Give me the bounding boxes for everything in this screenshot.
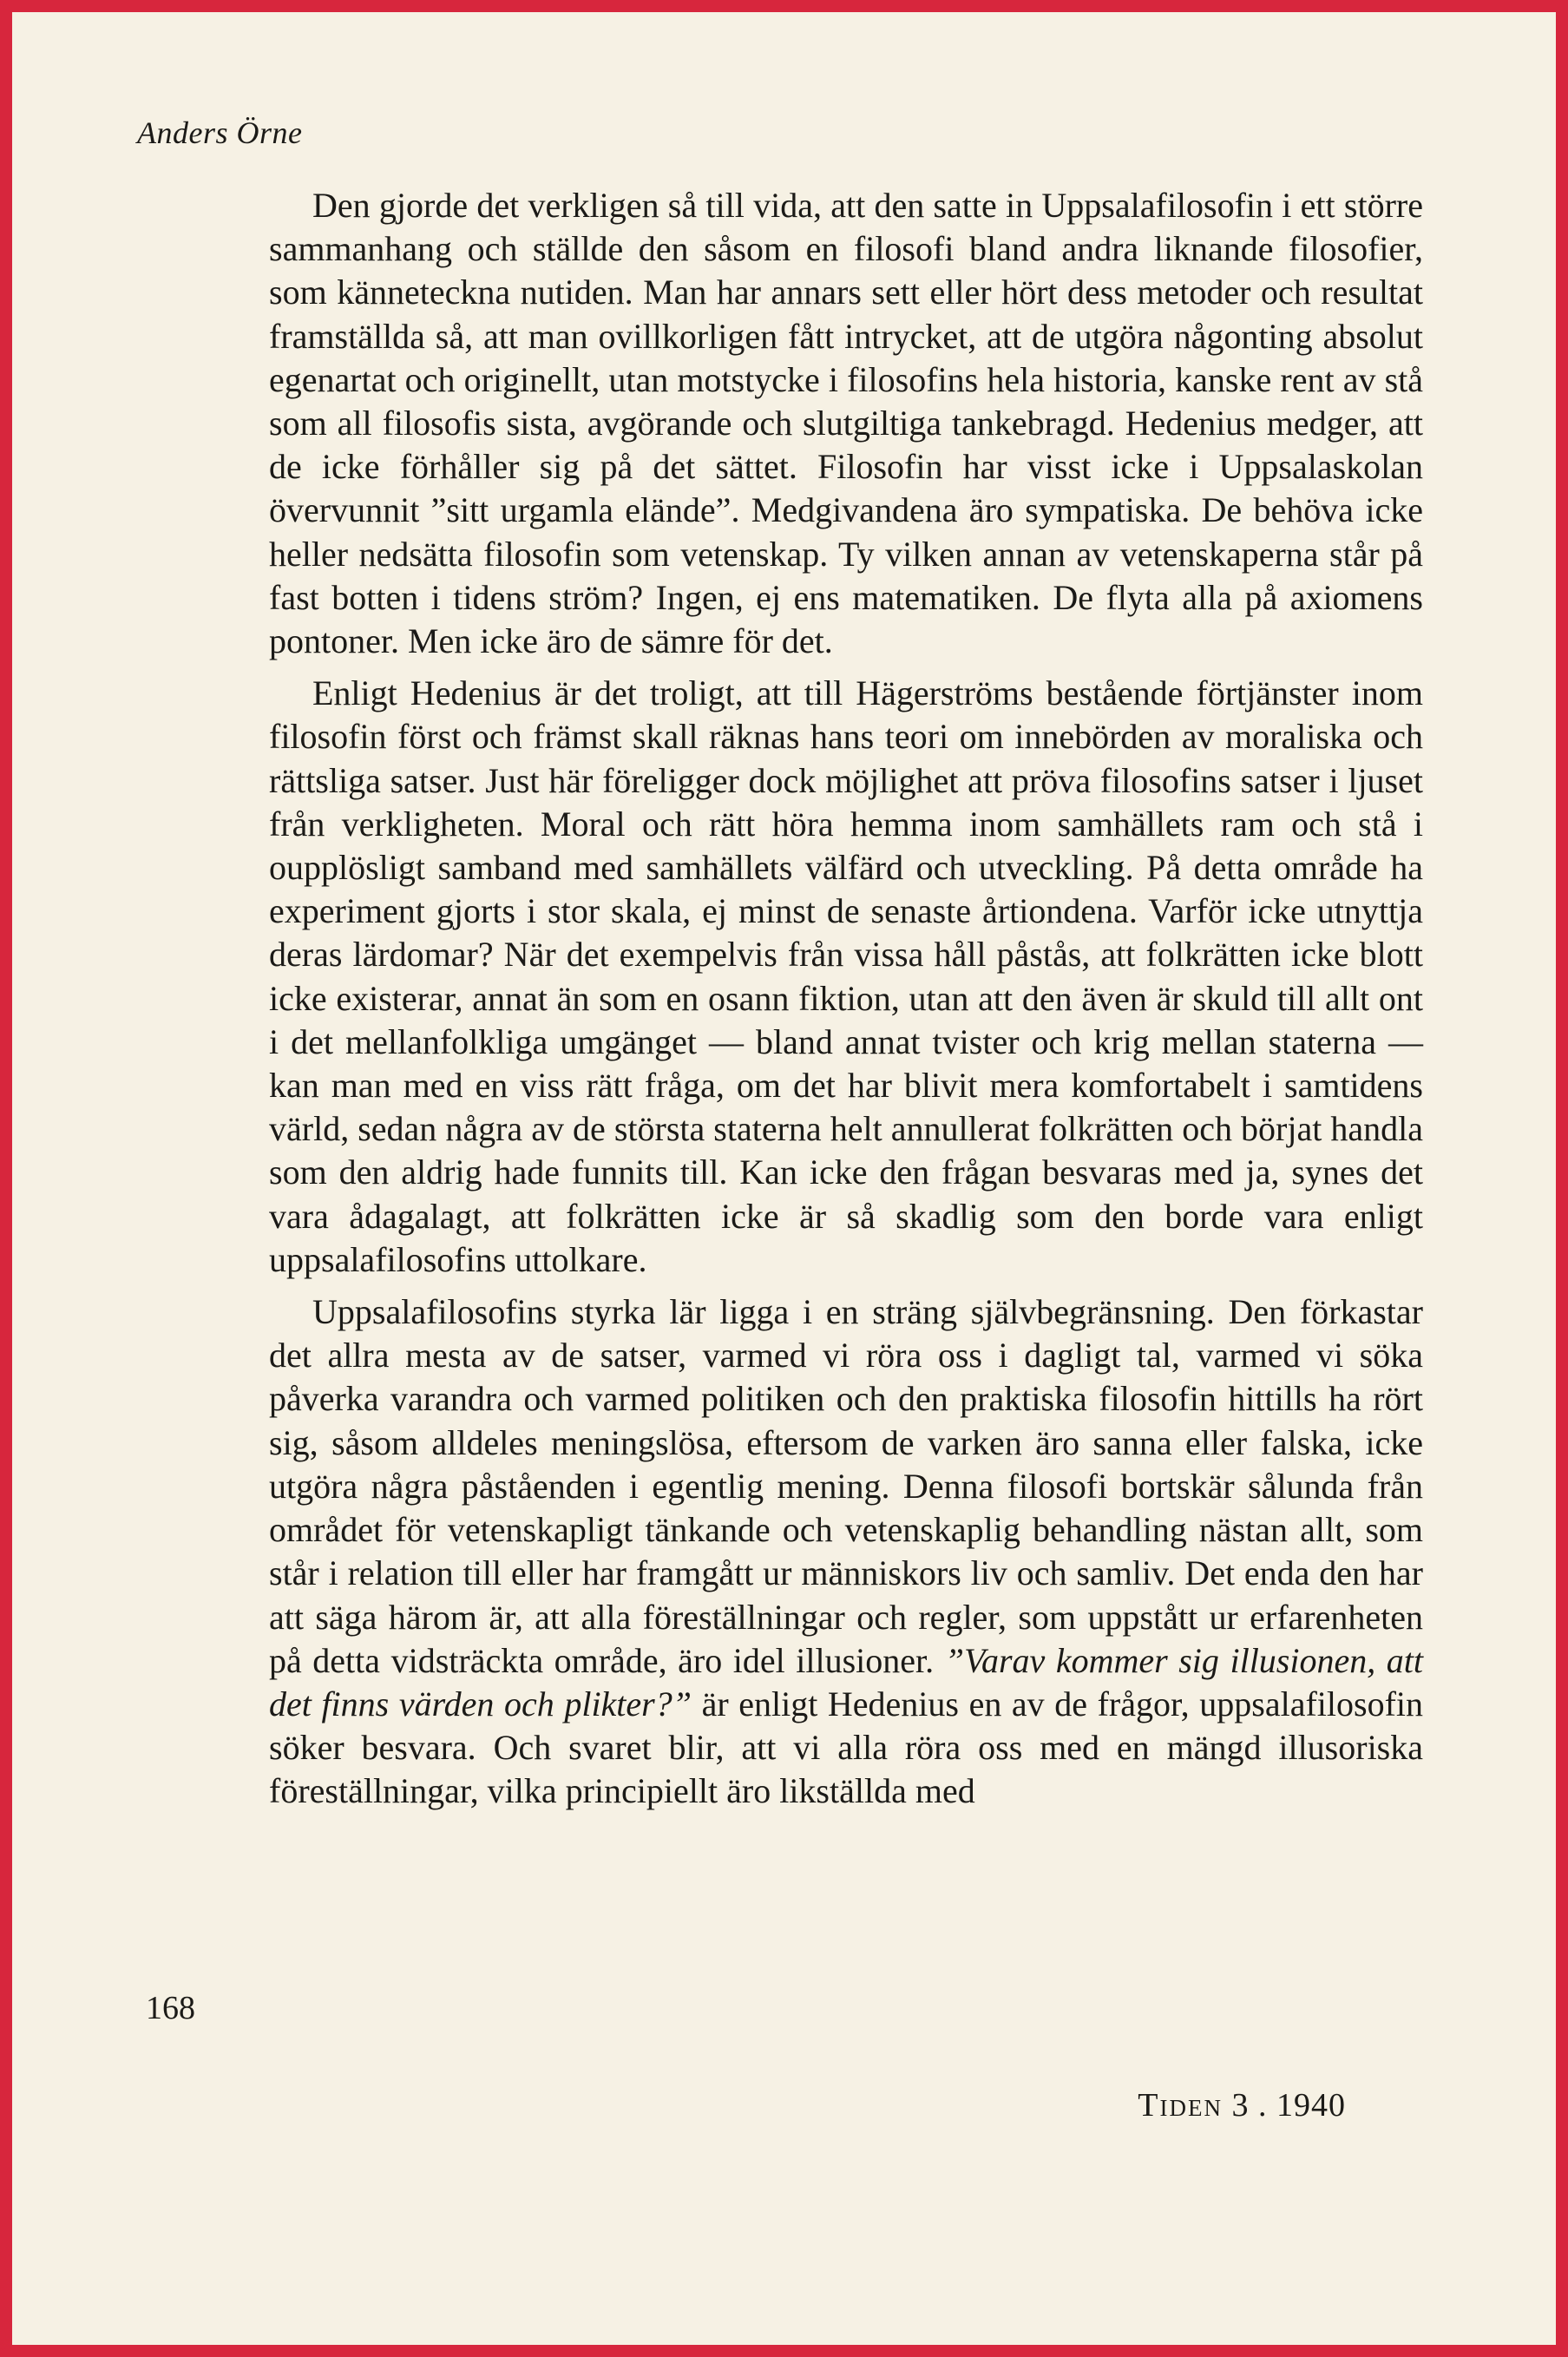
journal-issue: 3 . 1940 — [1231, 2087, 1346, 2124]
paragraph-1: Den gjorde det verkligen så till vida, att den satte in Uppsalafilosofin i ett större sammanhang och ställde den såsom en filosofi bland andra liknande filosofier, som känneteckna nutiden. Man har annars sett eller hört dess metoder och resultat framställda så, att man ovillkorligen fått intrycket, att de utgöra någonting absolut egenartat och originellt, utan motstycke i filosofins hela historia, kanske rent av stå som all filosofis sista, avgörande och slutgiltiga tankebragd. Hedenius medger, att de icke förhåller sig på det sättet. Filosofin har visst icke i Uppsalaskolan övervunnit ”sitt urgamla elände”. Medgivandena äro sympatiska. De behöva icke heller nedsätta filosofin som vetenskap. Ty vilken annan av vetenskaperna står på fast botten i tidens ström? Ingen, ej ens matematiken. De flyta alla på axiomens pontoner. Men icke äro de sämre för det. — [269, 186, 1423, 661]
journal-name: Tiden — [1138, 2087, 1223, 2124]
paragraph-3-italic-quote: ”Varav kommer sig illusionen, att det finns värden och plikter?” — [269, 1640, 1424, 1723]
page-number: 168 — [146, 1990, 195, 2026]
paragraph-2: Enligt Hedenius är det troligt, att till Hägerströms bestående förtjänster inom filosofin först och främst skall räknas hans teori om innebörden av moraliska och rättsliga satser. Just här föreligger dock möjlighet att pröva filosofins satser i ljuset från verkligheten. Moral och rätt höra hemma inom samhällets ram och stå i oupplösligt samband med samhällets välfärd och utveckling. På detta område ha experiment gjorts i stor skala, ej minst de senaste årtiondena. Varför icke utnyttja deras lärdomar? När det exempelvis från vissa håll påstås, att folkrätten icke blott icke existerar, annat än som en osann fiktion, utan att den även är skuld till allt ont i det mellanfolkliga umgänget — bland annat tvister och krig mellan staterna — kan man med en viss rätt fråga, om det har blivit mera komfortabelt i samtidens värld, sedan några av de största staterna helt annullerat folkrätten och börjat handla som den aldrig hade funnits till. Kan icke den frågan besvaras med ja, synes det vara ådagalagt, att folkrätten icke är så skadlig som den borde vara enligt uppsalafilosofins uttolkare. — [269, 673, 1423, 1279]
running-head-author: Anders Örne — [137, 115, 303, 150]
journal-footer — [1138, 2086, 1346, 2124]
article-body — [269, 184, 1423, 1822]
paragraph-3-text-end: är enligt Hedenius en av de frågor, uppsalafilosofin söker besvara. Och svaret blir, att vi alla röra oss med en mängd illusoriska föreställningar, vilka principiellt äro likställda med — [269, 1684, 1423, 1811]
paragraph-3-text-start: Uppsalafilosofins styrka lär ligga i en sträng självbegränsning. Den förkastar det allra mesta av de satser, varmed vi röra oss i dagligt tal, varmed vi söka påverka varandra och varmed politiken och den praktiska filosofin hittills ha rört sig, såsom alldeles meningslösa, eftersom de varken äro sanna eller falska, icke utgöra några påståenden i egentlig mening. Denna filosofi bortskär sålunda från området för vetenskapligt tänkande och vetenskaplig behandling nästan allt, som står i relation till eller har framgått ur människors liv och samliv. Det enda den har att säga härom är, att alla föreställningar och regler, som uppstått ur erfarenheten på detta vidsträckta område, äro idel illusioner. — [269, 1292, 1423, 1680]
paragraph-3 — [269, 1290, 1423, 1813]
